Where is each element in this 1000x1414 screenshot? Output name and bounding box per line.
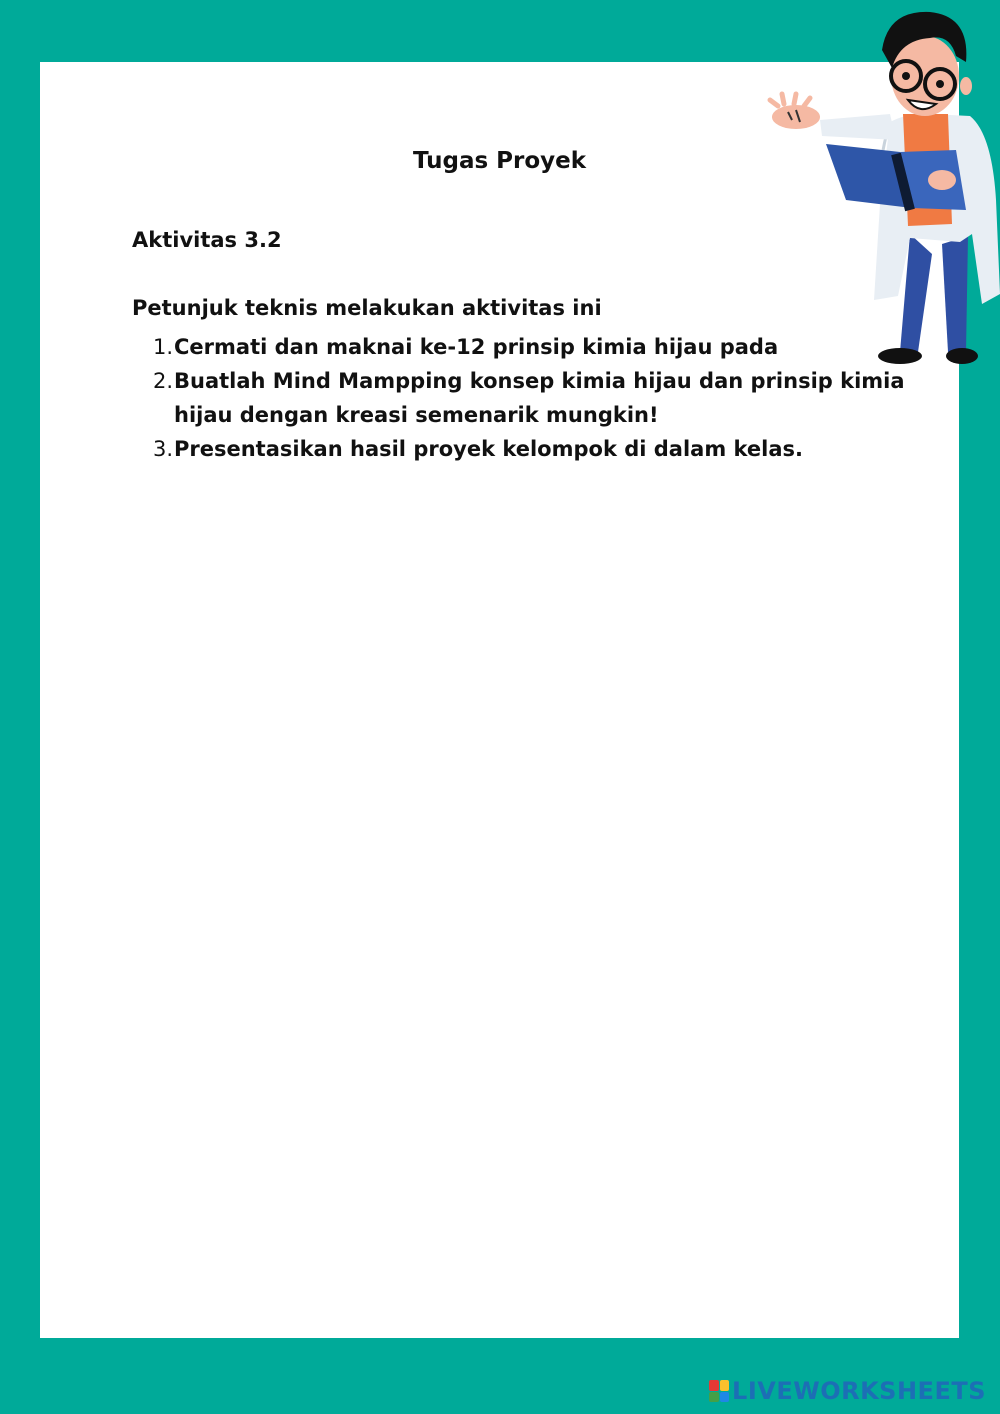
step-text: Cermati dan maknai ke-12 prinsip kimia hijau pada xyxy=(174,335,779,359)
liveworksheets-watermark xyxy=(709,1376,986,1406)
list-item xyxy=(132,432,922,466)
liveworksheets-logo-icon xyxy=(709,1380,729,1402)
teacher-holding-book-illustration xyxy=(760,4,1000,366)
brand-name: LIVEWORKSHEETS xyxy=(732,1377,986,1405)
page-title: Tugas Proyek xyxy=(412,148,587,174)
list-item xyxy=(132,364,922,432)
step-number: 3. xyxy=(152,437,173,461)
step-text: Buatlah Mind Mampping konsep kimia hijau dan prinsip kimia hijau dengan kreasi semenarik mungkin! xyxy=(174,369,905,427)
activity-heading: Aktivitas 3.2 xyxy=(132,228,282,252)
instructions-title: Petunjuk teknis melakukan aktivitas ini xyxy=(132,296,602,320)
step-number: 1. xyxy=(152,335,173,359)
step-text: Presentasikan hasil proyek kelompok di dalam kelas. xyxy=(174,437,804,461)
step-number: 2. xyxy=(152,369,173,393)
